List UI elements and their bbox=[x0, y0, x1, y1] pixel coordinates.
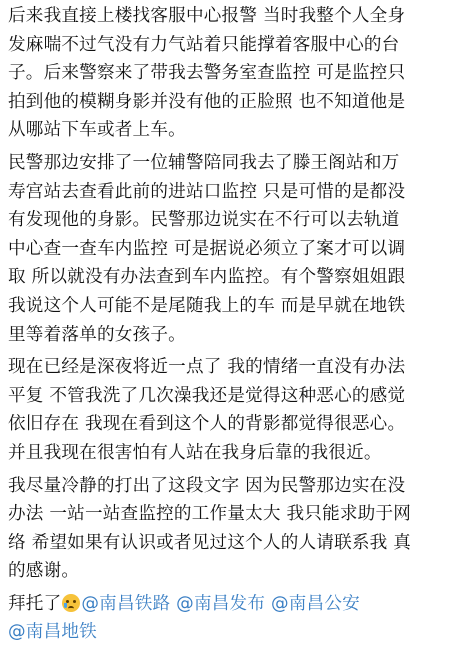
text-line: 的感谢。 bbox=[8, 561, 80, 582]
paragraph-1 bbox=[8, 2, 466, 145]
post-body bbox=[8, 2, 466, 647]
text-line: 平复 不管我洗了几次澡我还是觉得这种恶心的感觉 bbox=[8, 385, 406, 406]
crying-face-icon bbox=[62, 594, 80, 612]
text-line: 从哪站下车或者上车。 bbox=[8, 120, 186, 141]
text-line: 寿宫站去查看此前的进站口监控 只是可惜的是都没 bbox=[8, 181, 406, 202]
paragraph-3 bbox=[8, 353, 466, 467]
text-line: 子。后来警察来了带我去警务室查监控 可是监控只 bbox=[8, 63, 406, 84]
text-line: 发麻喘不过气没有力气站着只能撑着客服中心的台 bbox=[8, 34, 400, 55]
text-line: 我说这个人可能不是尾随我上的车 而是早就在地铁 bbox=[8, 295, 406, 316]
text-line: 取 所以就没有办法查到车内监控。有个警察姐姐跟 bbox=[8, 267, 406, 288]
text-line: 现在已经是深夜将近一点了 我的情绪一直没有办法 bbox=[8, 357, 406, 378]
mention-nanchang-metro[interactable]: @南昌地铁 bbox=[8, 622, 97, 643]
text-line: 有发现他的身影。民警那边说实在不行可以去轨道 bbox=[8, 210, 400, 231]
closing-line bbox=[8, 590, 466, 647]
text-line: 后来我直接上楼找客服中心报警 当时我整个人全身 bbox=[8, 6, 406, 26]
text-line: 里等着落单的女孩子。 bbox=[8, 324, 186, 345]
text-line: 并且我现在很害怕有人站在我身后靠的我很近。 bbox=[8, 442, 382, 463]
text-line: 拍到他的模糊身影并没有他的正脸照 也不知道他是 bbox=[8, 91, 406, 112]
mention-nanchang-railway[interactable]: @南昌铁路 bbox=[81, 593, 171, 614]
mention-nanchang-police[interactable]: @南昌公安 bbox=[270, 593, 360, 614]
paragraph-4 bbox=[8, 472, 466, 586]
mention-nanchang-release[interactable]: @南昌发布 bbox=[176, 593, 266, 614]
text-line: 依旧存在 我现在看到这个人的背影都觉得很恶心。 bbox=[8, 414, 406, 435]
paragraph-2 bbox=[8, 149, 466, 349]
text-line: 办法 一站一站查监控的工作量太大 我只能求助于网 bbox=[8, 504, 412, 525]
text-line: 我尽量冷静的打出了这段文字 因为民警那边实在没 bbox=[8, 475, 406, 496]
closing-text: 拜托了 bbox=[8, 593, 62, 614]
text-line: 中心查一查车内监控 可是据说必须立了案才可以调 bbox=[8, 238, 406, 259]
text-line: 络 希望如果有认识或者见过这个人的人请联系我 真 bbox=[8, 532, 412, 553]
text-line: 民警那边安排了一位辅警陪同我去了滕王阁站和万 bbox=[8, 152, 400, 173]
